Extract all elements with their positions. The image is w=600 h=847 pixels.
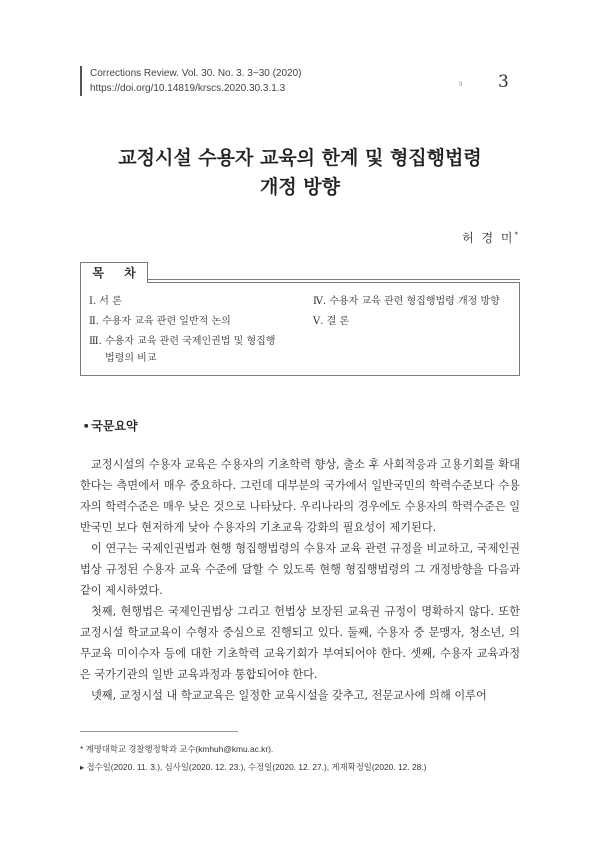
paper-title xyxy=(60,144,540,202)
toc-item-comparison[interactable] xyxy=(89,333,301,367)
page-number: 3 xyxy=(498,72,509,92)
author-footnote-marker[interactable]: * xyxy=(514,231,518,239)
abstract-paragraph: 이 연구는 국제인권법과 현행 형집행법령의 수용자 교육 관련 규정을 비교하고, 국제인권법상 규정된 수용자 교육 수준에 달할 수 있도록 현행 형집행법령의 그 개정방향을 다음과 같이 제시하였다. xyxy=(80,542,520,597)
journal-citation: Corrections Review. Vol. 30. No. 3. 3~30 (2020) xyxy=(90,68,302,79)
abstract-paragraph: 넷째, 교정시설 내 학교교육은 일정한 교육시설을 갖추고, 전문교사에 의해 이루어 xyxy=(91,689,487,702)
author-name: 허 경 미 xyxy=(462,231,515,245)
toc-item-introduction[interactable]: Ⅰ. 서 론 xyxy=(89,296,122,307)
author-affiliation-note: * 계명대학교 경찰행정학과 교수(kmhuh@kmu.ac.kr). xyxy=(80,744,274,754)
abstract-body xyxy=(80,454,520,706)
title-line-2: 개정 방향 xyxy=(259,176,341,198)
toc-item-comparison-text: Ⅲ. 수용자 교육 관련 국제인권법 및 형집행 xyxy=(89,336,276,347)
abstract-heading-text: 국문요약 xyxy=(91,419,138,433)
page-mark: 3 xyxy=(459,82,463,88)
title-line-1: 교정시설 수용자 교육의 한계 및 형집행법령 xyxy=(118,147,482,169)
abstract-paragraph: 교정시설의 수용자 교육은 수용자의 기초학력 향상, 출소 후 사회적응과 고용기회를 확대한다는 측면에서 매우 중요하다. 그런데 대부분의 국가에서 일반국민의 학력수준보다 수용자의 학력수준은 매우 낮은 것으로 나타났다. 우리나라의 경우에도 수용자의 학력수준은 일반국민 보다 현저하게 낮아 수용자의 기초교육 강화의 필요성이 제기된다. xyxy=(80,458,520,534)
toc-item-comparison-continued: 법령의 비교 xyxy=(105,353,157,364)
footnote-divider xyxy=(80,731,238,732)
toc-item-conclusion[interactable]: Ⅴ. 결 론 xyxy=(313,316,350,327)
toc-right-column xyxy=(313,293,513,333)
footnotes xyxy=(80,740,520,776)
doi-link[interactable]: https://doi.org/10.14819/krscs.2020.30.3.1.3 xyxy=(90,83,286,94)
toc-left-column xyxy=(89,293,301,370)
toc-item-general-discussion[interactable]: Ⅱ. 수용자 교육 관련 일반적 논의 xyxy=(89,316,231,327)
square-bullet-icon: ■ xyxy=(84,423,89,430)
author xyxy=(420,229,518,246)
journal-info xyxy=(80,66,302,96)
toc-divider xyxy=(146,279,520,280)
abstract-heading xyxy=(84,417,138,434)
abstract-paragraph: 첫째, 현행법은 국제인권법상 그리고 헌법상 보장된 교육권 규정이 명확하지 않다. 또한 교정시설 학교교육이 수형자 중심으로 진행되고 있다. 둘째, 수용자 중 문맹자, 청소년, 의무교육 미이수자 등에 대한 기초학력 교육기회가 부여되어야 한다. 셋째, 수용자 교육과정은 국가기관의 일반 교육과정과 통합되어야 한다. xyxy=(80,605,520,681)
toc-item-revision-direction[interactable]: Ⅳ. 수용자 교육 관련 형집행법령 개정 방향 xyxy=(313,296,500,307)
table-of-contents xyxy=(80,282,520,376)
toc-label: 목 차 xyxy=(80,262,148,283)
submission-dates-note: ▸ 접수일(2020. 11. 3.), 심사일(2020. 12. 23.), 수정일(2020. 12. 27.), 게재확정일(2020. 12. 28.) xyxy=(80,762,427,772)
